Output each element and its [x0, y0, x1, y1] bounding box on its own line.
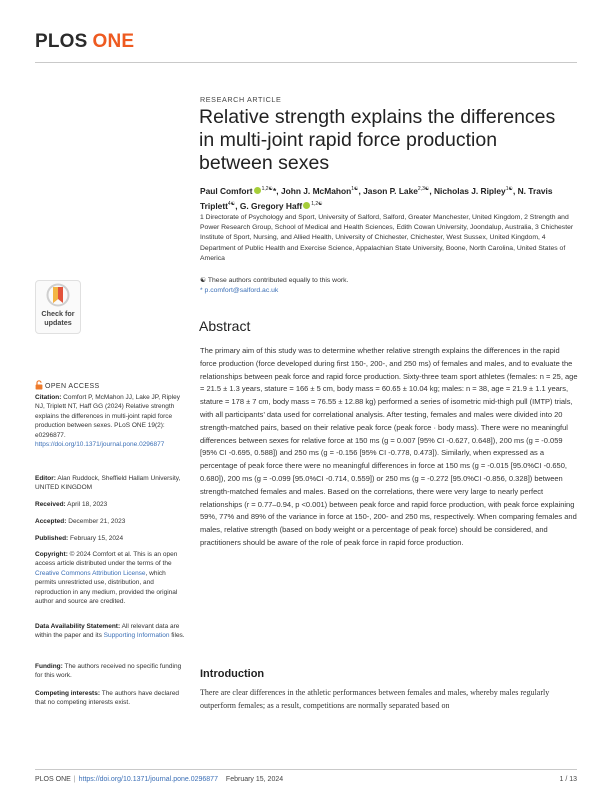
author-affiliation-marker: 1,2☯: [261, 186, 274, 192]
author-separator: ,: [429, 185, 434, 196]
author-affiliation-marker: 1☯: [351, 186, 359, 192]
footer-date: February 15, 2024: [225, 776, 284, 783]
journal-logo[interactable]: [35, 31, 134, 53]
data-availability-label: Data Availability Statement:: [35, 623, 121, 630]
affiliations: 1 Directorate of Psychology and Sport, University of Salford, Salford, Greater Manchester, United Kingdom, 2 Strength and Power Research Group, School of Medical and Health Sciences, Edith Cowan University, Joondalup, Australia, 3 Chichester Institute of Sport, Nursing, and Allied Health, University of Chichester, Chichester, West Sussex, United Kingdom, 4 Department of Public Health and Exercise Science, Appalachian State University, Boone, North Carolina, United States of America: [200, 214, 574, 262]
data-availability-block: [35, 622, 187, 641]
article-type-label: RESEARCH ARTICLE: [200, 95, 282, 104]
footer-separator: [221, 776, 223, 783]
equal-contribution-note: ☯ These authors contributed equally to this work.: [200, 277, 349, 284]
footer-divider: [35, 769, 577, 770]
author-list: [200, 183, 575, 213]
check-for-updates-badge[interactable]: [35, 280, 81, 334]
copyright-label: Copyright:: [35, 551, 68, 558]
received-label: Received:: [35, 501, 66, 508]
author-name[interactable]: Nicholas J. Ripley: [434, 185, 506, 196]
funding-label: Funding:: [35, 663, 63, 670]
competing-interests-block: [35, 689, 187, 708]
editor-block: [35, 474, 187, 493]
introduction-text: There are clear differences in the athletic performances between females and males, whereby males regularly outperform females; as a result, competitions are normally separated based on: [200, 688, 550, 711]
author-separator: ,: [235, 200, 240, 211]
bookmark-ribbon-icon: [46, 283, 70, 309]
received-block: [35, 500, 187, 509]
data-availability-text-2: files.: [171, 632, 185, 640]
author-affiliation-marker: 1,2☯: [311, 201, 323, 207]
competing-interests-text: The authors have declared that no competing interests exist.: [35, 690, 180, 707]
footer-journal: PLOS ONE: [35, 776, 71, 783]
citation-doi-link[interactable]: https://doi.org/10.1371/journal.pone.0296877: [35, 441, 165, 449]
editor-text: Alan Ruddock, Sheffield Hallam University, UNITED KINGDOM: [35, 475, 181, 492]
cc-license-link[interactable]: Creative Commons Attribution License: [35, 569, 146, 577]
editor-label: Editor:: [35, 475, 56, 482]
updates-badge-line2: updates: [44, 318, 72, 327]
data-availability-text-1: All relevant data are within the paper and its: [35, 623, 180, 640]
abstract-text: The primary aim of this study was to determine whether relative strength explains the differences in the rapid force production (force developed during first 150-, 200-, and 250 ms) of females and males, and to evaluate the relationships between peak force and rapid force production. Sixty-three team sport athletes (females: n = 25, age = 21.5 ± 1.3 years, stature = 166 ± 5 cm, body mass = 60.65 ± 10.04 kg; males: n = 38, age = 21.9 ± 1.1 years, stature = 178 ± 7 cm, body mass = 76.55 ± 12.88 kg) performed a series of isometric mid-thigh pull (IMTP) trials, with all participants’ data used for correlational analysis. After testing, females and males were divided into 20 strength-matched pairs, based on their relative peak force (peak force · body mass). There were no meaningful differences between sexes for relative force at 150 ms (g = 0.007 [95% CI -0.627, 0.648]), 200 ms (g = -0.059 [95% CI -0.695, 0.588]) and 250 ms (g = -0.156 [95% CI -0.778, 0.473]). Similarly, when expressed as a percentage of peak force there were no meaningful differences in force at 150 ms (g = -0.015 [95.0%CI -0.650, 0.680]), 200 ms (g = -0.099 [95.0%CI -0.714, 0.559]) or 250 ms (g = -0.272 [95.0%CI -0.856, 0.328]) between strength-matched females and males. Based on the correlations, there were very large to nearly perfect relationships (r = 0.77–0.94, p <0.001) between peak force and rapid force production, with peak force explaining 59%, 77% and 89% of the variance in force at 150-, 200- and 250 ms, respectively. When comparing females and males, relative strength (based on body weight or a percentage of peak force) should be considered, and practitioners should be aware of the role of peak force in rapid force production.: [200, 346, 578, 547]
author-separator: ,: [358, 185, 364, 196]
author-notes: [200, 276, 578, 296]
citation-label: Citation:: [35, 394, 62, 401]
abstract-heading: Abstract: [199, 318, 251, 334]
published-text: February 15, 2024: [70, 535, 124, 542]
article-title: Relative strength explains the differences in multi-joint rapid force production between sexes: [199, 106, 556, 174]
funding-text: The authors received no specific funding for this work.: [35, 663, 182, 680]
updates-badge-line1: Check for: [41, 309, 75, 318]
published-label: Published:: [35, 535, 69, 542]
accepted-text: December 21, 2023: [68, 518, 126, 525]
introduction-heading: Introduction: [200, 668, 265, 680]
author-affiliation-marker: 2,3☯: [417, 186, 430, 192]
footer-doi-link[interactable]: https://doi.org/10.1371/journal.pone.0296877: [78, 776, 218, 783]
logo-one: ONE: [92, 31, 135, 52]
accepted-label: Accepted:: [35, 518, 67, 525]
header-divider: [35, 62, 577, 63]
author-name[interactable]: Paul Comfort: [200, 185, 253, 196]
author-affiliation-marker: 4☯: [227, 201, 236, 207]
open-access-label: [35, 380, 100, 390]
published-block: [35, 534, 187, 543]
received-text: April 18, 2023: [67, 501, 108, 508]
accepted-block: [35, 517, 187, 526]
orcid-icon[interactable]: [303, 202, 310, 209]
corresponding-email-link[interactable]: * p.comfort@salford.ac.uk: [200, 287, 279, 295]
author-separator: ,: [512, 185, 518, 196]
funding-block: [35, 662, 187, 681]
page-number: 1 / 13: [559, 776, 577, 783]
open-access-text: OPEN ACCESS: [45, 383, 100, 390]
copyright-text-2: , which permits unrestricted use, distribution, and reproduction in any medium, provided the original author and source are credited.: [35, 569, 178, 606]
competing-interests-label: Competing interests:: [35, 690, 101, 697]
citation-text: Comfort P, McMahon JJ, Lake JP, Ripley NJ, Triplett NT, Haff GG (2024) Relative strength explains the differences in multi-joint rapid force production between sexes. PLoS ONE 19(2): e0296877.: [35, 394, 180, 439]
citation-block: [35, 393, 187, 449]
copyright-text-1: © 2024 Comfort et al. This is an open access article distributed under the terms of the: [35, 551, 178, 568]
author-name[interactable]: N. Travis Triplett: [200, 185, 553, 211]
author-name[interactable]: Jason P. Lake: [363, 185, 418, 196]
author-name[interactable]: John J. McMahon: [280, 185, 352, 196]
page-footer: [35, 776, 577, 783]
orcid-icon[interactable]: [254, 187, 261, 194]
copyright-block: [35, 550, 187, 606]
footer-separator: |: [73, 776, 76, 783]
supporting-information-link[interactable]: Supporting Information: [103, 632, 170, 640]
author-separator: *,: [273, 185, 281, 196]
open-lock-icon: [35, 380, 43, 390]
logo-plos: PLOS: [35, 31, 88, 52]
author-affiliation-marker: 1☯: [505, 186, 513, 192]
author-name[interactable]: G. Gregory Haff: [239, 200, 303, 211]
